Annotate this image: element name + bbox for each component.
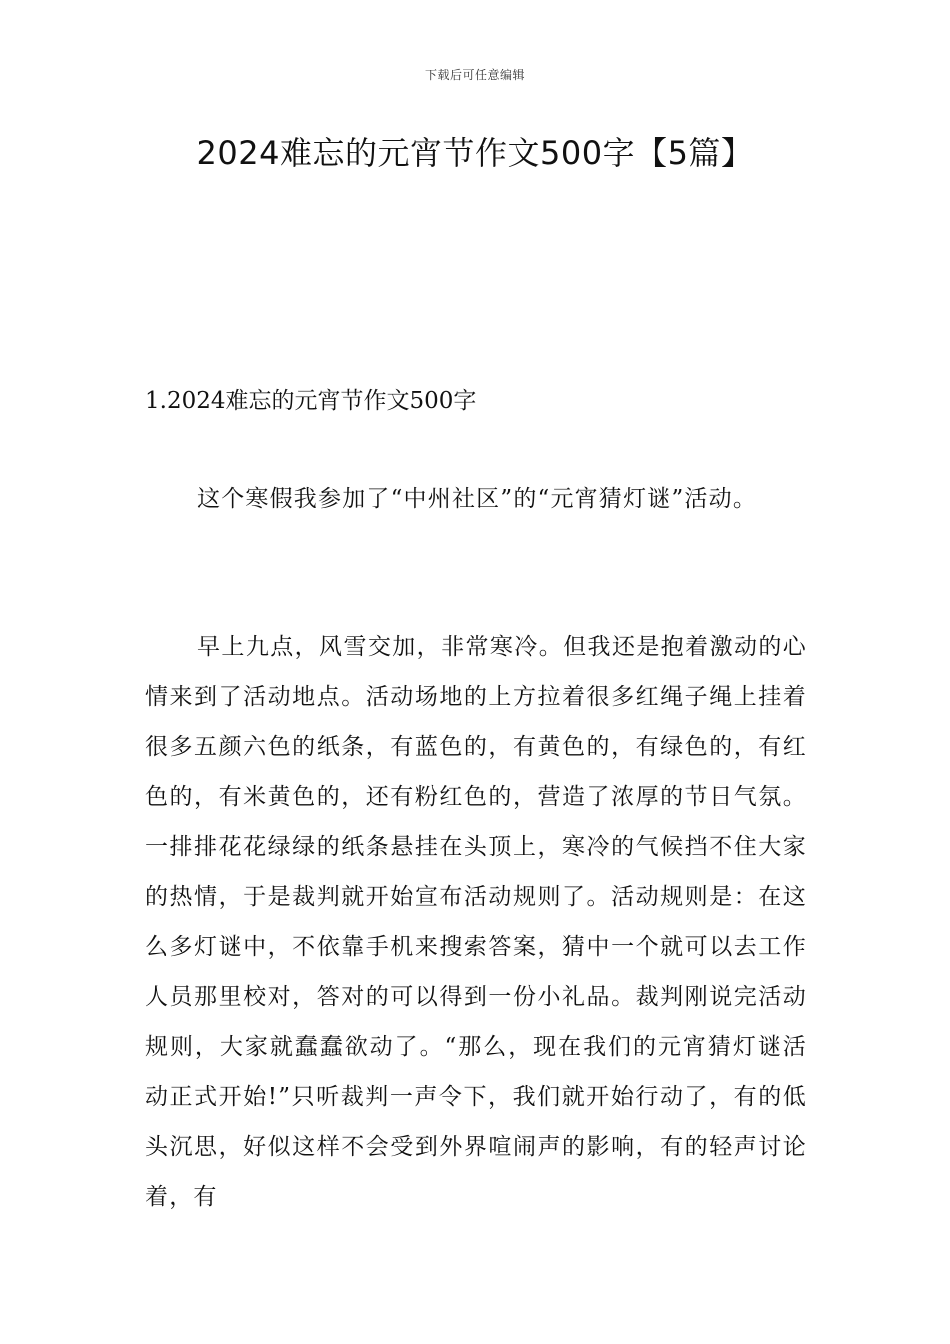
- paragraph-2: 早上九点，风雪交加，非常寒冷。但我还是抱着激动的心情来到了活动地点。活动场地的上方拉着很多红绳子绳上挂着很多五颜六色的纸条，有蓝色的，有黄色的，有绿色的，有红色的，有米黄色的，还有粉红色的，营造了浓厚的节日气氛。一排排花花绿绿的纸条悬挂在头顶上，寒冷的气候挡不住大家的热情，于是裁判就开始宣布活动规则了。活动规则是：在这么多灯谜中，不依靠手机来搜索答案，猜中一个就可以去工作人员那里校对，答对的可以得到一份小礼品。裁判刚说完活动规则，大家就蠢蠢欲动了。“那么，现在我们的元宵猜灯谜活动正式开始!”只听裁判一声令下，我们就开始行动了，有的低头沉思，好似这样不会受到外界喧闹声的影响，有的轻声讨论着，有: [145, 634, 807, 1210]
- section-heading: 1.2024难忘的元宵节作文500字: [145, 388, 477, 414]
- paragraph-1: 这个寒假我参加了“中州社区”的“元宵猜灯谜”活动。: [197, 486, 758, 512]
- document-title: 2024难忘的元宵节作文500字【5篇】: [196, 134, 754, 172]
- header-note: 下载后可任意编辑: [424, 68, 525, 82]
